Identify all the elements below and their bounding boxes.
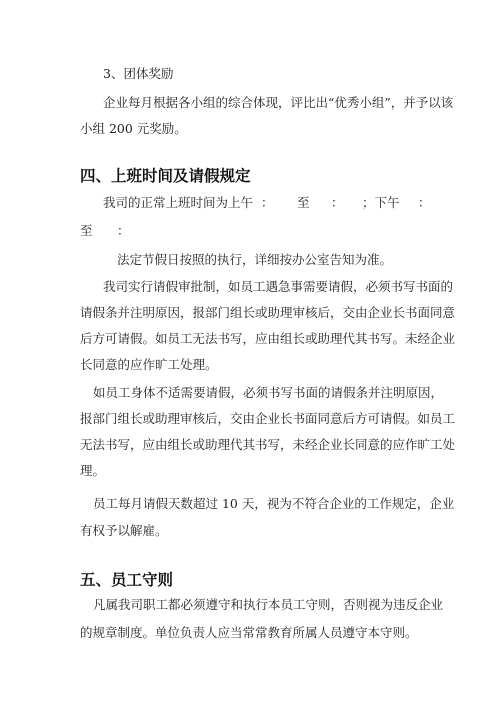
paragraph-line: 后方可请假。如员工无法书写，应由组长或助理代其书写。未经企业 (80, 331, 456, 346)
section-heading-work-hours-leave: 四、上班时间及请假规定 (80, 167, 251, 185)
item-title-group-award: 3、团体奖励 (103, 66, 174, 81)
time-colon: ： (117, 223, 130, 238)
time-colon: ： (261, 195, 274, 210)
paragraph-line: 企业每月根据各小组的综合体现，评比出“优秀小组”，并予以该 (103, 95, 454, 110)
paragraph-line: 请假条并注明原因，报部门组长或助理审核后，交由企业长书面同意 (80, 305, 456, 320)
section-heading-employee-rules: 五、员工守则 (80, 571, 174, 589)
paragraph-line: 理。 (80, 463, 106, 478)
paragraph-line: 凡属我司职工都必须遵守和执行本员工守则，否则视为违反企业 (93, 597, 444, 612)
paragraph-line: 有权予以解雇。 (80, 523, 168, 538)
paragraph-line: 无法书写，应由组长或助理代其书写，未经企业长同意的应作旷工处 (80, 437, 456, 452)
time-to: 至 (80, 223, 93, 238)
paragraph-line: 报部门组长或助理审核后，交由企业长书面同意后方可请假。如员工 (80, 411, 456, 426)
paragraph-line: 长同意的应作旷工处理。 (80, 357, 218, 372)
paragraph-line: 员工每月请假天数超过 10 天，视为不符合企业的工作规定，企业 (93, 496, 455, 511)
work-hours-text: 我司的正常上班时间为上午 (103, 195, 254, 210)
time-to: 至 (297, 195, 310, 210)
afternoon-label: ；下午 (362, 195, 400, 210)
time-colon: ： (418, 195, 431, 210)
paragraph-line: 的规章制度。单位负责人应当常常教育所属人员遵守本守则。 (80, 625, 418, 640)
holiday-paragraph: 法定节假日按照的执行，详细按办公室告知为准。 (117, 252, 393, 267)
time-colon: ： (331, 195, 344, 210)
paragraph-line: 小组 200 元奖励。 (80, 121, 187, 136)
paragraph-line: 我司实行请假审批制，如员工遇急事需要请假，必须书写书面的 (103, 279, 454, 294)
paragraph-line: 如员工身体不适需要请假，必须书写书面的请假条并注明原因， (93, 385, 444, 400)
